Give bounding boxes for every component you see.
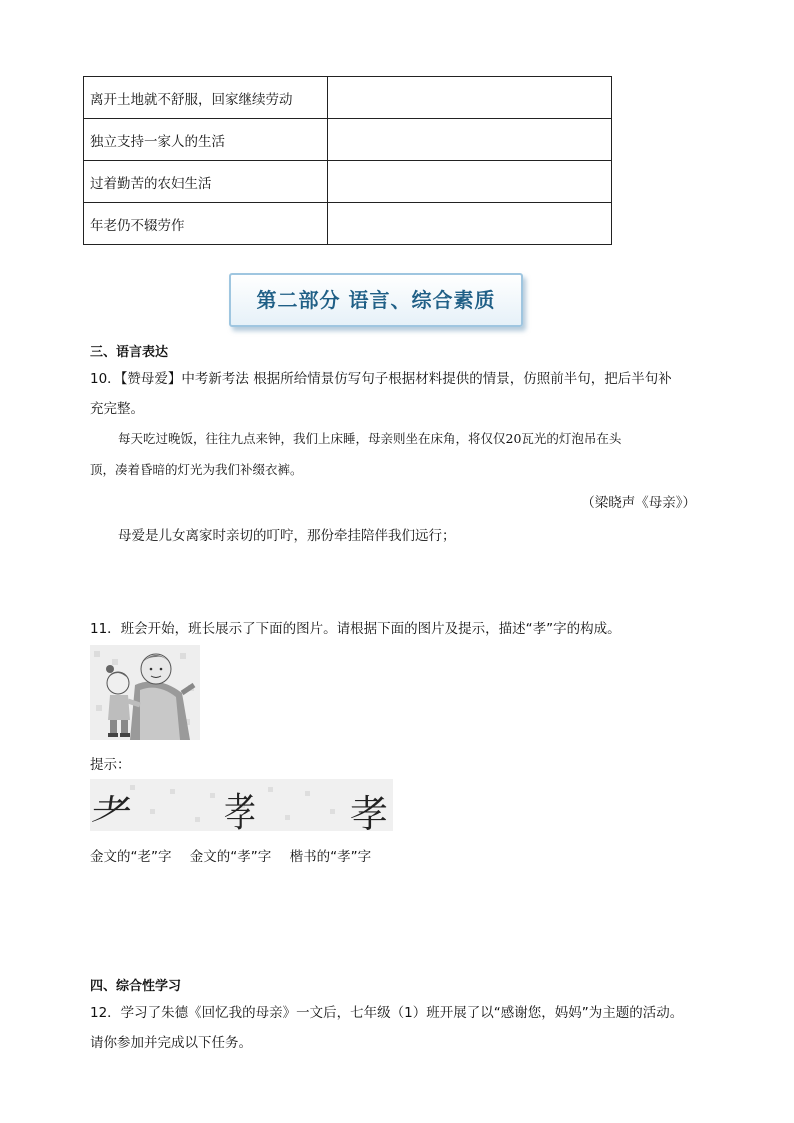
quote-line1: 每天吃过晚饭，往往九点来钟，我们上床睡，母亲则坐在床角，将仅仅20瓦光的灯泡吊在头 bbox=[118, 431, 622, 446]
quote-line2: 顶，凑着昏暗的灯光为我们补缀衣裤。 bbox=[90, 462, 303, 477]
table-cell-left: 独立支持一家人的生活 bbox=[84, 119, 328, 161]
kaishu-xiao-glyph: 孝 bbox=[350, 792, 389, 836]
section-heading-comprehensive: 四、综合性学习 bbox=[90, 979, 182, 994]
caption-kaishu-xiao: 楷书的“孝”字 bbox=[289, 849, 372, 865]
question-10-line1: 10．【赞母爱】中考新考法 根据所给情景仿写句子根据材料提供的情景，仿照前半句，把后半句补 bbox=[90, 371, 672, 387]
table-row bbox=[84, 203, 612, 245]
question-10-line2: 充完整。 bbox=[90, 401, 144, 417]
section-banner bbox=[229, 273, 523, 327]
table-cell-answer[interactable] bbox=[328, 77, 612, 119]
table-row bbox=[84, 77, 612, 119]
section-heading-language: 三、语言表达 bbox=[90, 345, 169, 360]
table-cell-left: 过着勤苦的农妇生活 bbox=[84, 161, 328, 203]
table-cell-left: 年老仍不辍劳作 bbox=[84, 203, 328, 245]
mother-child-illustration bbox=[90, 645, 200, 740]
table-cell-answer[interactable] bbox=[328, 119, 612, 161]
hint-label: 提示： bbox=[90, 757, 131, 773]
banner-title: 第二部分 语言、综合素质 bbox=[256, 288, 496, 312]
jinwen-xiao-glyph: 孝 bbox=[224, 790, 256, 836]
table-row bbox=[84, 119, 612, 161]
quote-source: （梁晓声《母亲》） bbox=[581, 495, 696, 511]
table-cell-answer[interactable] bbox=[328, 161, 612, 203]
question-11-text: 11．班会开始，班长展示了下面的图片。请根据下面的图片及提示，描述“孝”字的构成。 bbox=[90, 621, 621, 637]
glyph-captions bbox=[90, 845, 385, 865]
glyph-strip bbox=[88, 779, 393, 836]
question-12-line2: 请你参加并完成以下任务。 bbox=[90, 1035, 252, 1051]
question-12-line1: 12．学习了朱德《回忆我的母亲》一文后，七年级（1）班开展了以“感谢您，妈妈”为主题的活动。 bbox=[90, 1005, 684, 1021]
caption-jinwen-lao: 金文的“老”字 bbox=[90, 849, 172, 865]
table-cell-answer[interactable] bbox=[328, 203, 612, 245]
table-cell-left: 离开土地就不舒服，回家继续劳动 bbox=[84, 77, 328, 119]
answer-table bbox=[83, 76, 612, 245]
question-10-prompt: 母爱是儿女离家时亲切的叮咛，那份牵挂陪伴我们远行； bbox=[118, 528, 456, 544]
caption-jinwen-xiao: 金文的“孝”字 bbox=[189, 849, 272, 865]
jinwen-lao-glyph: 耂 bbox=[88, 790, 135, 836]
table-row bbox=[84, 161, 612, 203]
